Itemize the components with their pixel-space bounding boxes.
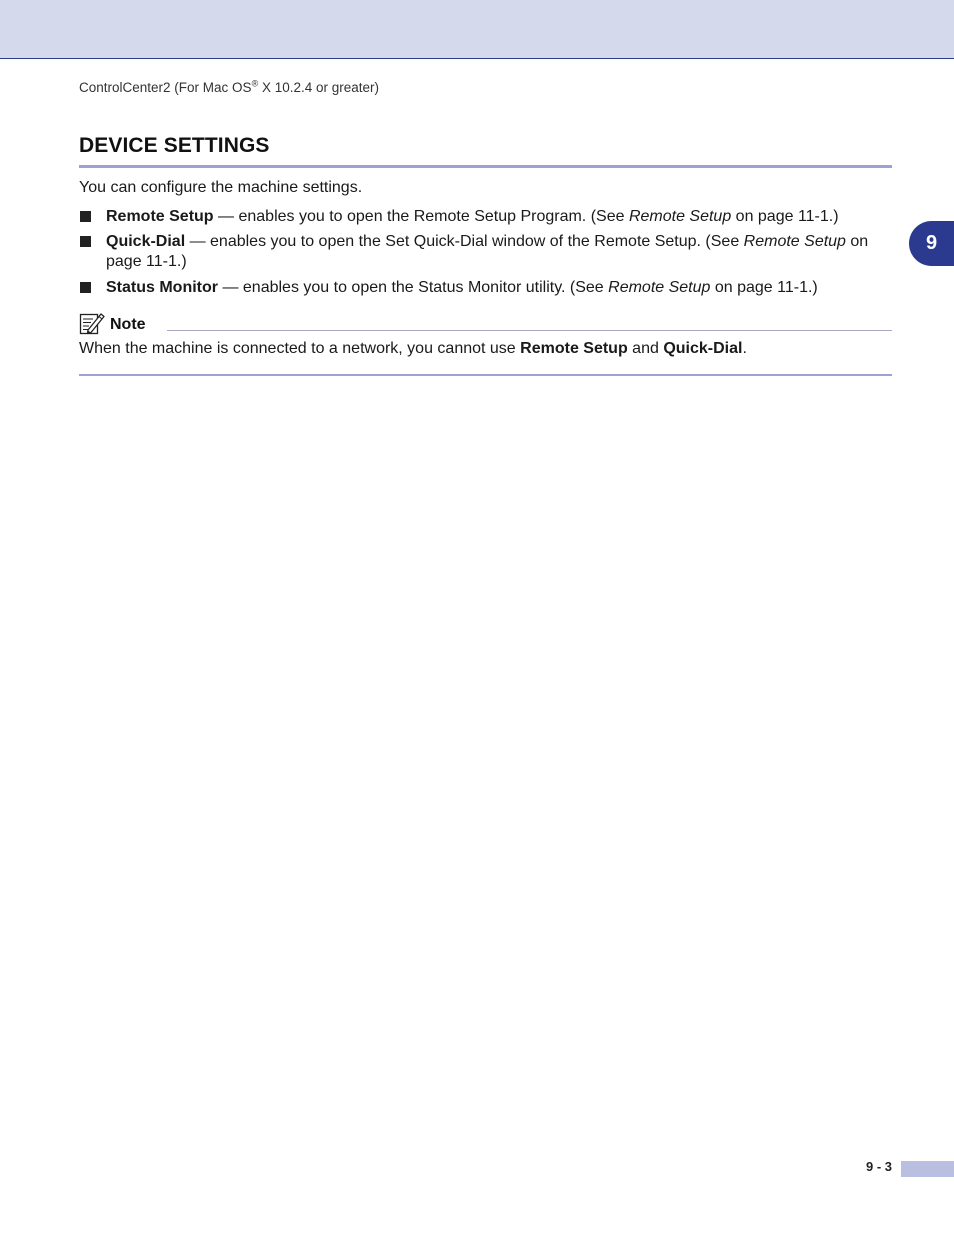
note-term-quick-dial: Quick-Dial (663, 340, 743, 357)
item-page-ref: on page 11-1.) (710, 279, 818, 296)
feature-list (79, 207, 894, 298)
page-number: 9 - 3 (865, 1159, 892, 1174)
note-end-rule (79, 374, 892, 376)
item-description: — enables you to open the Status Monitor utility. (See (218, 279, 609, 296)
list-item-quick-dial (79, 232, 894, 272)
note-pencil-icon (79, 311, 105, 335)
title-rule (79, 165, 892, 168)
note-label: Note (110, 316, 146, 333)
item-page-ref: on page 11-1.) (731, 208, 839, 225)
running-header-text-tail: X 10.2.4 or greater) (258, 80, 380, 95)
item-description: — enables you to open the Set Quick-Dial window of the Remote Setup. (See (185, 233, 744, 250)
item-page-ref: on page 11-1.) (106, 233, 869, 270)
list-item-remote-setup (79, 207, 894, 227)
square-bullet-icon (80, 236, 91, 247)
chapter-tab[interactable]: 9 (909, 221, 954, 266)
cross-reference-link[interactable]: Remote Setup (743, 233, 846, 250)
running-header (79, 80, 379, 95)
section-title: DEVICE SETTINGS (79, 134, 270, 157)
square-bullet-icon (80, 211, 91, 222)
term-quick-dial: Quick-Dial (106, 233, 186, 250)
footer-band (901, 1161, 954, 1177)
item-description: — enables you to open the Remote Setup Program. (See (213, 208, 629, 225)
intro-text: You can configure the machine settings. (79, 179, 363, 196)
cross-reference-link[interactable]: Remote Setup (628, 208, 732, 225)
cross-reference-link[interactable]: Remote Setup (608, 279, 711, 296)
registered-mark: ® (251, 78, 259, 89)
header-band (0, 0, 954, 59)
square-bullet-icon (80, 282, 91, 293)
note-text: When the machine is connected to a network, you cannot use Remote Setup and Quick-Dial. (79, 340, 747, 357)
running-header-text: ControlCenter2 (For Mac OS (79, 80, 252, 95)
note-rule (167, 330, 892, 331)
term-status-monitor: Status Monitor (106, 279, 218, 296)
term-remote-setup: Remote Setup (106, 208, 214, 225)
list-item-status-monitor (79, 278, 894, 298)
note-term-remote-setup: Remote Setup (520, 340, 628, 357)
